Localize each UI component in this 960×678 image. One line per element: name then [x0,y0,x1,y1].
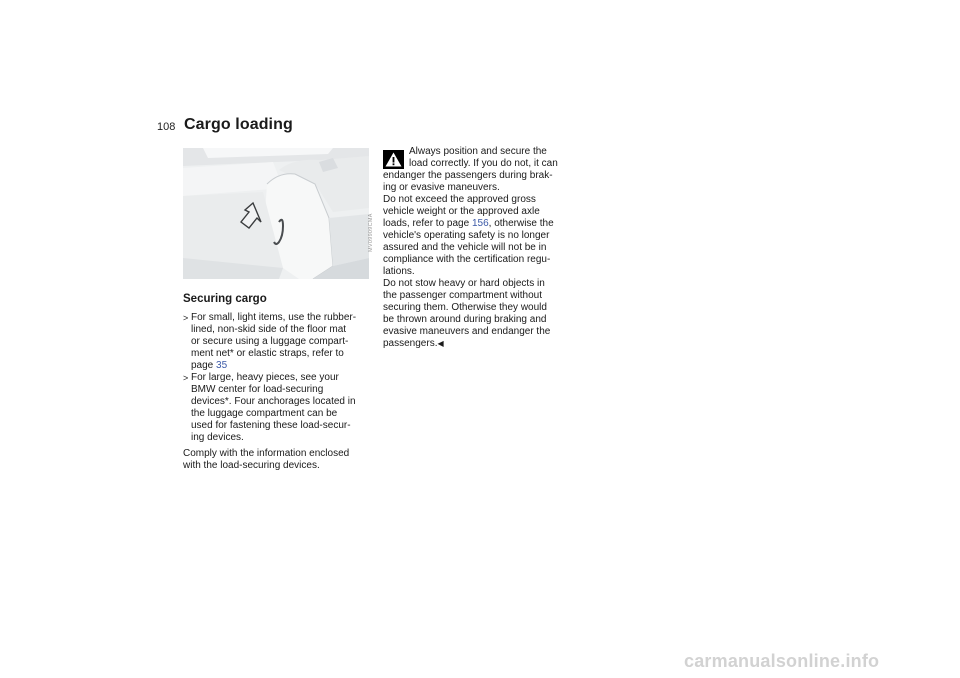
closing-paragraph [183,448,378,472]
link-prefix: loads, refer to page [383,218,472,229]
link-suffix: , otherwise the [488,218,554,229]
text-line: the passenger compartment without [383,290,542,301]
main-column [183,292,378,472]
text-line: lined, non-skid side of the floor mat [191,324,347,335]
text-line: with the load-securing devices. [183,460,320,471]
text-line: ing devices. [191,432,244,443]
text-line: assured and the vehicle will not be in [383,242,547,253]
text-line [383,218,583,230]
end-marker-icon: ◀ [437,339,444,348]
warning-intro [383,146,583,170]
text-line: load correctly. If you do not, it can [409,158,558,169]
page-title: Cargo loading [184,116,293,133]
watermark: carmanualsonline.info [684,651,880,671]
page-link[interactable]: 35 [216,360,228,371]
text-line: evasive maneuvers and endanger the [383,326,551,337]
text-line: lations. [383,266,415,277]
text-line: be thrown around during braking and [383,314,547,325]
cargo-figure [183,148,369,279]
text-line: used for fastening these load-secur- [191,420,351,431]
text-line: ment net* or elastic straps, refer to [191,348,344,359]
text-line [191,360,378,372]
text-line: or secure using a luggage compart- [191,336,349,347]
text-line: For small, light items, use the rubber- [191,312,357,323]
text-line [383,338,583,350]
text-line: devices*. Four anchorages located in [191,396,356,407]
warning-block [383,146,583,350]
text-line: ing or evasive maneuvers. [383,182,500,193]
text-line: vehicle weight or the approved axle [383,206,540,217]
text-line: securing them. Otherwise they would [383,302,547,313]
text-line: endanger the passengers during brak- [383,170,553,181]
bullet-marker: > [183,373,189,383]
text-line: Comply with the information enclosed [183,448,350,459]
figure-code: MV09909CMA [368,213,374,252]
text-line: Do not stow heavy or hard objects in [383,278,545,289]
text-line: BMW center for load-securing [191,384,324,395]
text-line: For large, heavy pieces, see your [191,372,339,383]
warning-triangle-icon [383,150,404,169]
text-line: the luggage compartment can be [191,408,338,419]
bullet-marker: > [183,313,189,323]
text-line: compliance with the certification regu- [383,254,551,265]
bullet-item [183,372,378,444]
page-ref-prefix: page [191,360,217,371]
section-heading: Securing cargo [183,293,267,305]
page-number: 108 [157,121,176,133]
text-line: Do not exceed the approved gross [383,194,536,205]
text-line: vehicle's operating safety is no longer [383,230,550,241]
last-line-text: passengers. [383,338,438,349]
text-line: Always position and secure the [409,146,547,157]
bullet-item [183,312,378,372]
page-link[interactable]: 156 [471,218,489,229]
